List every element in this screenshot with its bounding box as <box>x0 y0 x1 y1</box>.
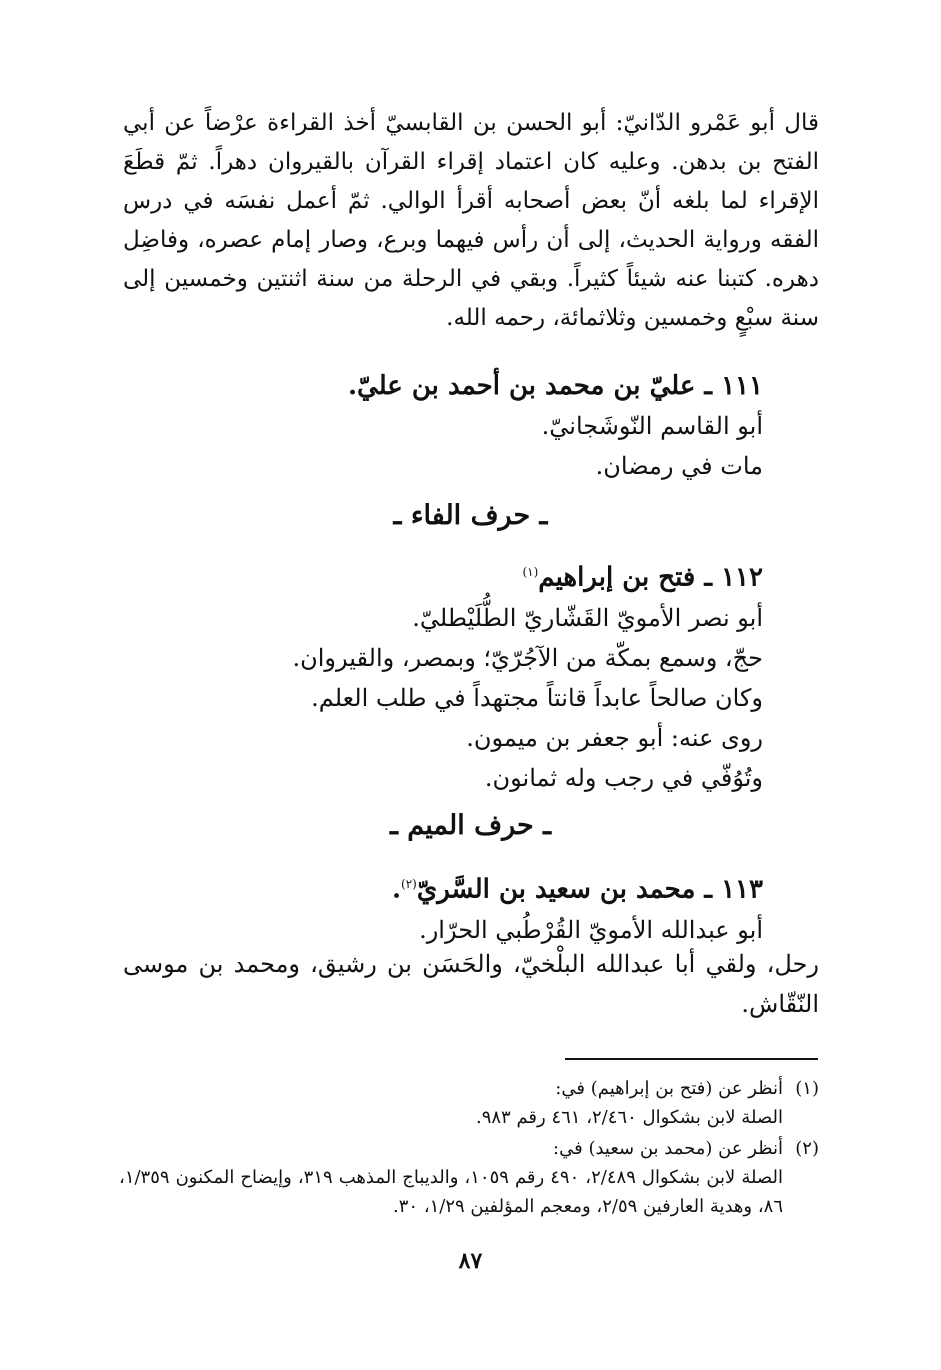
footnote-2-line-2: الصلة لابن بشكوال ٢/٤٨٩، ٤٩٠ رقم ١٠٥٩، والديباج المذهب ٣١٩، وإيضاح المكنون ١/٣٥٩، ٨٦، وهدية العارفين ٢/٥٩، ومعجم المؤلفين ١/٢٩، ٣٠. <box>119 1167 784 1217</box>
entry-112 <box>123 552 763 798</box>
footnotes <box>119 1074 819 1221</box>
entry-113-title-text: ١١٣ ـ محمد بن سعيد بن السَّريّ <box>416 874 763 905</box>
footnote-2-number: (٢) <box>795 1138 819 1159</box>
entry-113-title <box>123 864 763 910</box>
entry-113-line-1: أبو عبدالله الأمويّ القُرْطُبي الحرّار. <box>419 915 763 944</box>
entry-112-title-text: ١١٢ ـ فتح بن إبراهيم <box>538 562 763 593</box>
section-heading-mim: ـ حرف الميم ـ <box>389 810 552 841</box>
footnote-ref-1: (١) <box>522 565 539 579</box>
entry-111 <box>123 366 763 486</box>
footnote-divider <box>565 1058 818 1060</box>
entry-111-line-2: مات في رمضان. <box>595 452 763 480</box>
page-number: ٨٧ <box>458 1248 483 1274</box>
entry-113-title-end: . <box>391 874 402 905</box>
intro-text: قال أبو عَمْرو الدّانيّ: أبو الحسن بن القابسيّ أخذ القراءة عرْضاً عن أبي الفتح بن بدهن. وعليه كان اعتماد إقراء القرآن بالقيروان دهراً. ثمّ قطَعَ الإقراء لما بلغه أنّ بعض أصحابه أقرأ الوالي. ثمّ أعمل نفسَه في درس الفقه ورواية الحديث، إلى أن رأس فيهما وبرع، وصار إمام عصره، وفاضِل دهره. كتبنا عنه شيئاً كثيراً. وبقي في الرحلة من سنة اثنتين وخمسين إلى سنة سبْعٍ وخمسين وثلاثمائة، رحمه الله. <box>123 110 819 331</box>
entry-111-line-1: أبو القاسم النّوشَجانيّ. <box>541 412 763 440</box>
entry-112-line-5: وتُوُفّي في رجب وله ثمانون. <box>484 763 763 792</box>
footnote-1-line-2: الصلة لابن بشكوال ٢/٤٦٠، ٤٦١ رقم ٩٨٣. <box>475 1107 783 1128</box>
entry-113 <box>123 864 763 950</box>
footnote-ref-2: (٢) <box>401 877 417 891</box>
footnote-2-line-1: أنظر عن (محمد بن سعيد) في: <box>553 1138 783 1159</box>
footnote-1-line-1: أنظر عن (فتح بن إبراهيم) في: <box>555 1078 783 1099</box>
entry-112-line-1: أبو نصر الأمويّ القَشّاريّ الطُّلَيْطليّ. <box>412 603 763 632</box>
entry-111-title: ١١١ ـ عليّ بن محمد بن أحمد بن عليّ. <box>347 371 763 401</box>
entry-112-line-4: روى عنه: أبو جعفر بن ميمون. <box>466 723 763 752</box>
footnote-1-number: (١) <box>795 1078 819 1099</box>
footnote-1 <box>119 1074 819 1132</box>
footnote-2 <box>119 1134 819 1221</box>
entry-112-line-3: وكان صالحاً عابداً قانتاً مجتهداً في طلب العلم. <box>311 683 763 712</box>
intro-paragraph <box>123 104 819 338</box>
entry-112-line-2: حجّ، وسمع بمكّة من الآجُرّيّ؛ وبمصر، والقيروان. <box>292 643 763 672</box>
entry-112-title <box>123 552 763 598</box>
section-heading-fa: ـ حرف الفاء ـ <box>393 500 548 531</box>
entry-113-line-2: رحل، ولقي أبا عبدالله البلْخيّ، والحَسَن بن رشيق، ومحمد بن موسى النّقّاش. <box>123 950 819 1018</box>
